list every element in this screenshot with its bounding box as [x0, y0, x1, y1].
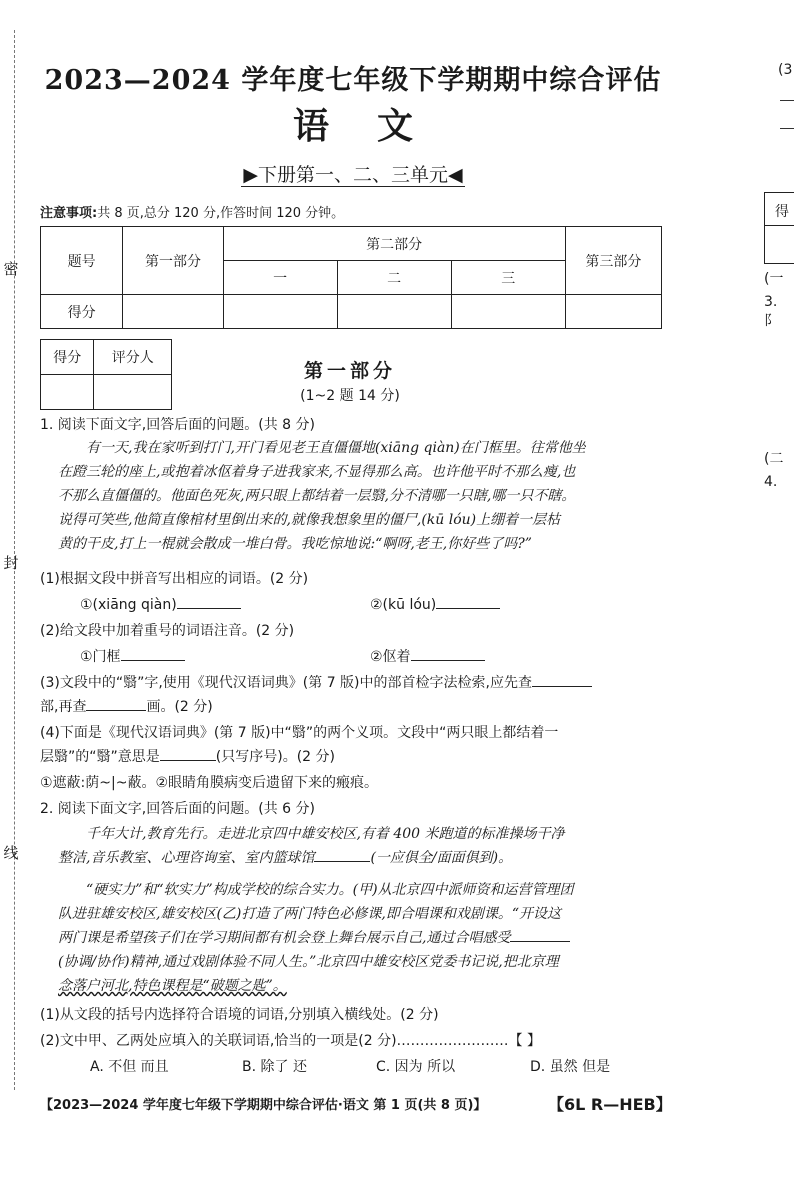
cell-score-sub1[interactable] [223, 295, 337, 329]
cell-sub2: 二 [337, 261, 451, 295]
cell-score-part3[interactable] [565, 295, 661, 329]
q1-sub4-b1: 层翳”的“翳”意思是 [40, 749, 160, 765]
q1-sub3-line1 [40, 672, 592, 692]
q1-sub3-blank-strokes[interactable] [86, 696, 146, 711]
notice-text: 共 8 页,总分 120 分,作答时间 120 分钟。 [97, 206, 345, 221]
q1-sub4-line2 [40, 746, 335, 766]
margin-char-feng: 封 [3, 554, 19, 572]
q2-line [58, 974, 287, 998]
strip-rule [780, 100, 794, 101]
scope-text: ▶下册第一、二、三单元◀ [243, 164, 463, 186]
cell-sub3: 三 [451, 261, 565, 295]
q2-line5: 两门课是希望孩子们在学习期间都有机会登上舞台展示自己,通过合唱感受 [58, 930, 511, 946]
grader-score-cell[interactable] [41, 375, 94, 410]
q1-sub2-a-label: ①门框 [80, 649, 121, 665]
q1-line: 在蹬三轮的座上,或抱着冰伛着身子进我家来,不显得那么高。也许他平时不那么瘦,也 [58, 464, 576, 480]
q2-stem: 2. 阅读下面文字,回答后面的问题。(共 6 分) [40, 801, 315, 817]
q1-sub2-b [370, 646, 485, 666]
grader-defen: 得分 [41, 340, 94, 375]
strip-score-box [764, 192, 794, 264]
cell-tihao: 题号 [41, 227, 123, 295]
q1-sub1: (1)根据文段中拼音写出相应的词语。(2 分) [40, 571, 309, 587]
q1-line: 不那么直僵僵的。他面色死灰,两只眼上都结着一层翳,分不清哪一只瞎,哪一只不瞎。 [58, 488, 576, 504]
notice-label: 注意事项: [40, 206, 98, 221]
cell-score-sub2[interactable] [337, 295, 451, 329]
margin-char-mi: 密 [3, 260, 19, 278]
q2-line: (协调/协作)精神,通过戏剧体验不同人生。”北京四中雄安校区党委书记说,把北京理 [58, 954, 559, 970]
q1-sub1-b [370, 594, 500, 613]
q1-sub3-b1: 部,再查 [40, 699, 87, 715]
margin-char-xian: 线 [3, 844, 19, 862]
exam-code: 【6L R—HEB】 [548, 1095, 672, 1114]
q2-line: 千年大计,教育先行。走进北京四中雄安校区,有着 400 米跑道的标准操场干净 [86, 826, 565, 842]
q2-option-d[interactable]: D. 虽然 但是 [530, 1059, 611, 1075]
q1-sub1-a-blank[interactable] [177, 594, 241, 609]
notice [40, 202, 344, 221]
q1-stem: 1. 阅读下面文字,回答后面的问题。(共 8 分) [40, 417, 315, 433]
q1-sub3-line2 [40, 696, 213, 716]
exam-title: 2023—2024 学年度七年级下学期期中综合评估 [44, 65, 662, 96]
q1-sub1-b-label: ②(kū lóu) [370, 597, 437, 613]
cell-score-part1[interactable] [123, 295, 223, 329]
cell-part2: 第二部分 [223, 227, 565, 261]
q1-sub3-b2: 画。(2 分) [146, 699, 213, 715]
q2-line: “硬实力”和“软实力”构成学校的综合实力。(甲)从北京四中派师资和运营管理团 [86, 882, 574, 898]
q2-blank-2[interactable] [510, 927, 570, 942]
q1-sub4-senses: ①遮蔽:荫~|~蔽。②眼睛角膜病变后遗留下来的瘢痕。 [40, 775, 378, 791]
cell-score-sub3[interactable] [451, 295, 565, 329]
scope-banner [235, 160, 471, 187]
q1-sub2: (2)给文段中加着重号的词语注音。(2 分) [40, 623, 295, 639]
q2-line: 队进驻雄安校区,雄安校区(乙)打造了两门特色必修课,即合唱课和戏剧课。“开设这 [58, 906, 561, 922]
q1-line: 黄的干皮,打上一棍就会散成一堆白骨。我吃惊地说:“啊呀,老王,你好些了吗?” [58, 536, 532, 552]
q1-sub2-a [80, 646, 185, 666]
strip-text-e: (二 [764, 451, 784, 467]
strip-text-d: 3. 阝 [764, 294, 778, 329]
q2-line [58, 846, 512, 870]
part-one-title: 第一部分 [303, 360, 396, 382]
q1-line: 有一天,我在家听到打门,开门看见老王直僵僵地(xiāng qiàn)在门框里。往常他坐 [86, 440, 586, 456]
q2-option-c[interactable]: C. 因为 所以 [376, 1059, 456, 1075]
q2-blank-1[interactable] [314, 847, 370, 862]
grader-table [40, 339, 172, 410]
strip-text-a: (3 [778, 62, 793, 78]
q2-sub1: (1)从文段的括号内选择符合语境的词语,分别填入横线处。(2 分) [40, 1007, 439, 1023]
subject-title: 语文 [292, 105, 461, 147]
strip-box-divider [765, 225, 794, 226]
q2-line [58, 926, 570, 950]
cell-sub1: 一 [223, 261, 337, 295]
q1-sub1-a [80, 594, 241, 613]
grader-name-cell[interactable] [94, 375, 172, 410]
q2-option-b[interactable]: B. 除了 还 [242, 1059, 307, 1075]
part-one-sub: (1~2 题 14 分) [300, 388, 400, 404]
page-footer: 【2023—2024 学年度七年级下学期期中综合评估·语文 第 1 页(共 8 页)】 [40, 1098, 487, 1113]
grader-pingfen: 评分人 [94, 340, 172, 375]
q1-sub1-a-label: ①(xiāng qiàn) [80, 597, 177, 613]
q1-line: 说得可笑些,他简直像棺材里倒出来的,就像我想象里的僵尸,(kū lóu)上绷着一层枯 [58, 512, 561, 528]
q1-sub3-blank-radical[interactable] [532, 672, 592, 687]
q1-sub3-text: (3)文段中的“翳”字,使用《现代汉语词典》(第 7 版)中的部首检字法检索,应先查 [40, 675, 532, 691]
q2-sub2: (2)文中甲、乙两处应填入的关联词语,恰当的一项是(2 分)……………………【 】 [40, 1033, 542, 1049]
cell-part1: 第一部分 [123, 227, 223, 295]
strip-text-f: 4. [764, 474, 778, 490]
q1-sub2-b-label: ②伛着 [370, 649, 411, 665]
next-page-strip [762, 0, 794, 1191]
score-table [40, 226, 662, 329]
q1-sub4-b2: (只写序号)。(2 分) [215, 749, 335, 765]
q2-line7: 念落户河北,特色课程是“破题之匙”。 [58, 978, 287, 994]
q2-line2a: 整洁,音乐教室、心理咨询室、室内篮球馆 [58, 850, 315, 866]
q2-line2b: (一应俱全/面面俱到)。 [370, 850, 513, 866]
strip-text-c: (一 [764, 271, 784, 287]
strip-text-b: 得 [775, 204, 789, 220]
q2-option-a[interactable]: A. 不但 而且 [90, 1059, 169, 1075]
cell-part3: 第三部分 [565, 227, 661, 295]
q1-sub2-a-blank[interactable] [121, 646, 185, 661]
strip-rule [780, 128, 794, 129]
q1-sub1-b-blank[interactable] [436, 594, 500, 609]
q1-sub2-b-blank[interactable] [411, 646, 485, 661]
q1-sub4-blank[interactable] [160, 746, 216, 761]
cell-defen: 得分 [41, 295, 123, 329]
q1-sub4-line1: (4)下面是《现代汉语词典》(第 7 版)中“翳”的两个义项。文段中“两只眼上都结着一 [40, 725, 559, 741]
